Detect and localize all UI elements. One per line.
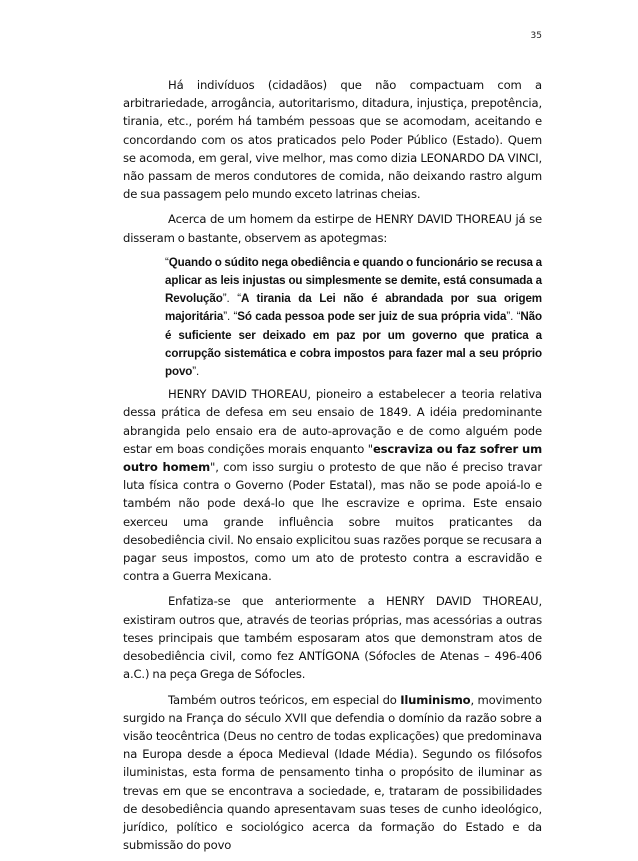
page-number: 35 — [530, 31, 542, 41]
quote-2: A tirania da Lei não é abrandada por sua origem majoritária — [165, 292, 543, 324]
paragraph-5-part-2: , movimento surgido na França do século XVII que defendia o domínio da razão sobre a visão teocêntrica (Deus no centro de todas explicações) que predominava na Europa desde a época Medieval (Idade Média). Segundo os filósofos iluministas, esta forma de pensamento tinha o propósito de iluminar as trevas em que se encontrava a sociedade, e, trataram de possibilidades de desobediência quando apresentavam suas teses de cunho ideológico, jurídico, político e sociológico acerca da formação do Estado e da submissão do povo — [123, 692, 542, 853]
paragraph-3 — [123, 385, 542, 585]
paragraph-2: Acerca de um homem da estirpe de HENRY DAVID THOREAU já se disseram o bastante, observem as apotegmas: — [123, 212, 542, 245]
paragraph-5-part-1: Também outros teóricos, em especial do — [168, 692, 401, 707]
quote-4: Não é suficiente ser deixado em paz por um governo que pratica a corrupção sistemática e cobra impostos para fazer mal a seu próprio povo — [165, 310, 542, 379]
paragraph-5-bold: Iluminismo — [400, 692, 471, 707]
quote-1-close: ”. “ — [222, 292, 242, 306]
quote-paragraph — [165, 254, 542, 381]
quote-1: Quando o súdito nega obediência e quando o funcionário se recusa a aplicar as leis injustas ou simplesmente se demite, está consumada a Revolução — [165, 255, 542, 306]
paragraph-3-bold: escraviza ou faz sofrer um outro homem — [123, 441, 542, 475]
paragraph-3-part-2: ", com isso surgiu o protesto de que não é preciso travar luta física contra o Governo (Poder Estatal), mas não se pode apoiá-lo e também não pode dexá-lo que lhe escravize e oprima. Este ensaio exerceu uma grande influência sobre muitos praticantes da desobediência civil. No ensaio explicitou suas razões porque se recusara a pagar seus impostos, como um ato de protesto contra a escravidão e contra a Guerra Mexicana. — [123, 460, 542, 584]
page-body — [123, 76, 542, 861]
quote-3-close: ”. “ — [506, 310, 521, 324]
paragraph-3-part-1: HENRY DAVID THOREAU, pioneiro a estabelecer a teoria relativa dessa prática de defesa em seu ensaio de 1849. A idéia predominante abrangida pelo ensaio era de auto-aprovação e de como alguém pode estar em boas condições morais enquanto " — [123, 387, 542, 456]
paragraph-5 — [123, 691, 542, 855]
paragraph-4: Enfatiza-se que anteriormente a HENRY DAVID THOREAU, existiram outros que, através de teorias próprias, mas acessórias a outras teses principais que também esposaram atos que demonstram atos de desobediência civil, como fez ANTÍGONA (Sófocles de Atenas – 496-406 a.C.) na peça Grega de Sófocles. — [123, 594, 542, 682]
quote-4-close: ”. — [192, 365, 200, 379]
quote-open-mark: “ — [165, 255, 169, 269]
paragraph-1: Há indivíduos (cidadãos) que não compactuam com a arbitrariedade, arrogância, autoritarismo, ditadura, injustiça, prepotência, tirania, etc., porém há também pessoas que se acomodam, aceitando e concordando com os atos praticados pelo Poder Público (Estado). Quem se acomoda, em geral, vive melhor, mas como dizia LEONARDO DA VINCI, não passam de meros condutores de comida, não deixando rastro algum de sua passagem pelo mundo exceto latrinas cheias. — [123, 78, 542, 202]
quote-2-close: ”. “ — [223, 310, 238, 324]
quote-block — [165, 254, 542, 381]
quote-3: Só cada pessoa pode ser juiz de sua própria vida — [237, 310, 507, 324]
